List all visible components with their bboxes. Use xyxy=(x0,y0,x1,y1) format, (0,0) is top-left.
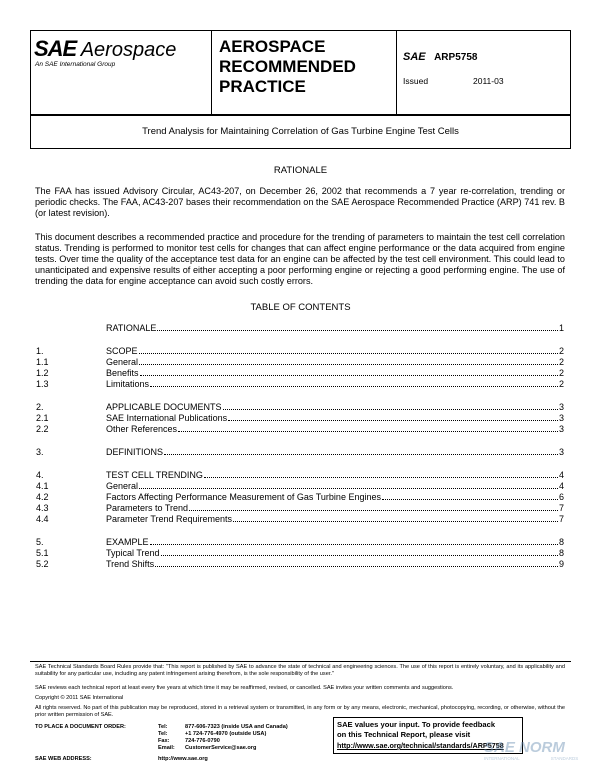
rationale-heading: RATIONALE xyxy=(273,165,328,176)
doc-number-block xyxy=(403,47,477,65)
toc-page: 3 xyxy=(558,424,564,434)
toc-leader xyxy=(189,509,558,511)
toc-num: 4.2 xyxy=(36,492,49,502)
feedback-line-1: SAE values your input. To provide feedback xyxy=(337,720,496,729)
toc-page: 8 xyxy=(558,548,564,558)
toc-title: General xyxy=(106,481,139,491)
toc-page: 9 xyxy=(558,559,564,569)
toc-page: 3 xyxy=(558,413,564,423)
sae-mark: SAE xyxy=(403,51,426,63)
toc-num: 3. xyxy=(36,447,44,457)
toc-num: 1.1 xyxy=(36,357,49,367)
issued-date: 2011-03 xyxy=(473,76,504,86)
toc-leader xyxy=(228,419,558,421)
toc-page: 6 xyxy=(558,492,564,502)
toc-page: 7 xyxy=(558,514,564,524)
toc-leader xyxy=(178,430,558,432)
issued-label: Issued xyxy=(403,76,429,86)
toc-leader xyxy=(140,374,558,376)
tel-label: Tel: xyxy=(158,724,168,730)
toc-leader xyxy=(204,476,558,478)
sae-norm-watermark xyxy=(484,739,596,773)
toc-page: 2 xyxy=(558,368,564,378)
header-divider-1 xyxy=(211,30,212,115)
rationale-paragraph-1: The FAA has issued Advisory Circular, AC43-207, on December 26, 2002 that recommends a 7 year re-correlation, trending or periodic checks. The FAA, AC43-207 bases their recommendation on the SAE Aerospace Recommended Practice (ARP) 741 rev. B (or latest revision). xyxy=(35,186,565,218)
toc-row[interactable] xyxy=(36,401,564,412)
toc-leader xyxy=(155,565,558,567)
toc-num: 2.2 xyxy=(36,424,49,434)
toc-row[interactable] xyxy=(36,423,564,434)
toc-page: 4 xyxy=(558,470,564,480)
toc-title: Factors Affecting Performance Measurement of Gas Turbine Engines xyxy=(106,492,381,502)
toc-title: EXAMPLE xyxy=(106,537,149,547)
doc-type-line1: AEROSPACE xyxy=(219,37,326,56)
toc-num: 1. xyxy=(36,346,44,356)
web-label: SAE WEB ADDRESS: xyxy=(35,756,92,762)
document-title: Trend Analysis for Maintaining Correlation of Gas Turbine Engine Test Cells xyxy=(142,126,459,137)
watermark-text: SAE NORM xyxy=(484,739,565,756)
toc-title: APPLICABLE DOCUMENTS xyxy=(106,402,222,412)
web-value[interactable]: http://www.sae.org xyxy=(158,756,208,762)
tel2-label: Tel: xyxy=(158,731,168,737)
footer-rights-text: All rights reserved. No part of this publication may be reproduced, stored in a retrieval system or transmitted, in any form or by any means, electronic, mechanical, photocopying, recording, or otherwise, without the prior written permission of SAE. xyxy=(35,705,565,718)
toc-row[interactable] xyxy=(36,446,564,457)
footer-copyright: Copyright © 2011 SAE International xyxy=(35,695,124,701)
tel-value[interactable]: 877-606-7323 (inside USA and Canada) xyxy=(185,724,288,730)
toc-title: TEST CELL TRENDING xyxy=(106,470,203,480)
feedback-line-2: on this Technical Report, please visit xyxy=(337,730,471,739)
toc-title: SCOPE xyxy=(106,346,138,356)
toc-leader xyxy=(161,554,558,556)
toc-leader xyxy=(139,487,558,489)
toc-page: 3 xyxy=(558,447,564,457)
toc-title: RATIONALE xyxy=(106,323,157,333)
toc-num: 4.3 xyxy=(36,503,49,513)
toc-leader xyxy=(223,408,558,410)
toc-num: 5. xyxy=(36,537,44,547)
toc-row[interactable] xyxy=(36,547,564,558)
document-type xyxy=(219,37,356,97)
toc-page: 7 xyxy=(558,503,564,513)
footer-rules-text: SAE Technical Standards Board Rules provide that: "This report is published by SAE to advance the state of technical and engineering sciences. The use of this report is entirely voluntary, and its applicability and suitability for any particular use, including any patent infringement arising therefrom, is the sole responsibility of the user." xyxy=(35,664,565,677)
toc-page: 2 xyxy=(558,379,564,389)
fax-value[interactable]: 724-776-0790 xyxy=(185,738,220,744)
email-value[interactable]: CustomerService@sae.org xyxy=(185,745,257,751)
order-label: TO PLACE A DOCUMENT ORDER: xyxy=(35,724,126,730)
toc-leader xyxy=(157,329,558,331)
footer-rule xyxy=(30,661,571,662)
toc-num: 4. xyxy=(36,470,44,480)
logo-sae-text: SAE xyxy=(34,36,77,61)
toc-page: 8 xyxy=(558,537,564,547)
toc-leader xyxy=(382,498,558,500)
toc-page: 2 xyxy=(558,346,564,356)
fax-label: Fax: xyxy=(158,738,170,744)
toc-title: General xyxy=(106,357,139,367)
toc-row[interactable] xyxy=(36,513,564,524)
logo-aerospace-text: Aerospace xyxy=(80,39,177,61)
feedback-link[interactable]: http://www.sae.org/technical/standards/ARP5758 xyxy=(337,741,504,750)
toc-row[interactable] xyxy=(36,322,564,333)
toc-title: Parameter Trend Requirements xyxy=(106,514,233,524)
toc-page: 2 xyxy=(558,357,564,367)
toc-num: 1.3 xyxy=(36,379,49,389)
toc-row[interactable] xyxy=(36,356,564,367)
toc-page: 3 xyxy=(558,402,564,412)
toc-heading: TABLE OF CONTENTS xyxy=(250,302,351,313)
doc-type-line3: PRACTICE xyxy=(219,77,306,96)
toc-leader xyxy=(139,363,558,365)
tel2-value[interactable]: +1 724-776-4970 (outside USA) xyxy=(185,731,267,737)
header-divider-2 xyxy=(396,30,397,115)
toc-num: 5.1 xyxy=(36,548,49,558)
toc-title: Trend Shifts xyxy=(106,559,155,569)
logo-tagline: An SAE International Group xyxy=(35,61,116,68)
toc-row[interactable] xyxy=(36,558,564,569)
toc-row[interactable] xyxy=(36,536,564,547)
toc-row[interactable] xyxy=(36,480,564,491)
toc-row[interactable] xyxy=(36,367,564,378)
toc-title: DEFINITIONS xyxy=(106,447,164,457)
toc-leader xyxy=(150,385,558,387)
toc-title: Parameters to Trend xyxy=(106,503,189,513)
sae-aerospace-logo xyxy=(34,36,176,62)
toc-row[interactable] xyxy=(36,345,564,356)
toc-row[interactable] xyxy=(36,412,564,423)
toc-title: Limitations xyxy=(106,379,150,389)
watermark-caption xyxy=(484,756,596,761)
toc-num: 4.4 xyxy=(36,514,49,524)
toc-num: 4.1 xyxy=(36,481,49,491)
toc-title: Typical Trend xyxy=(106,548,160,558)
toc-row[interactable] xyxy=(36,378,564,389)
watermark-intl: INTERNATIONAL xyxy=(484,756,520,761)
footer-review-text: SAE reviews each technical report at least every five years at which time it may be reaffirmed, revised, or cancelled. SAE invites your written comments and suggestions. xyxy=(35,685,454,691)
toc-row[interactable] xyxy=(36,491,564,502)
toc-leader xyxy=(233,520,558,522)
toc-num: 2. xyxy=(36,402,44,412)
toc-title: SAE International Publications xyxy=(106,413,228,423)
rationale-paragraph-2: This document describes a recommended practice and procedure for the trending of parameters to maintain the test cell correlation status. Trending is performed to monitor test cells for changes that can affect engine performance or the data acquired from engine tests. Over time the quality of the acceptance test data for an engine can be affected by the test cell environment. This could lead to unanticipated and expensive results of either accepting a poor performing engine or rejecting a good performing engine. The use of trending the data for engine acceptance can avoid such costly errors. xyxy=(35,232,565,286)
toc-row[interactable] xyxy=(36,502,564,513)
toc-leader xyxy=(150,543,558,545)
toc-num: 5.2 xyxy=(36,559,49,569)
toc-page: 4 xyxy=(558,481,564,491)
toc-num: 1.2 xyxy=(36,368,49,378)
toc-page: 1 xyxy=(558,323,564,333)
toc-leader xyxy=(139,352,558,354)
watermark-standards: STANDARDS xyxy=(550,756,579,761)
toc-title: Other References xyxy=(106,424,178,434)
toc-title: Benefits xyxy=(106,368,139,378)
doc-type-line2: RECOMMENDED xyxy=(219,57,356,76)
toc-row[interactable] xyxy=(36,469,564,480)
email-label: Email: xyxy=(158,745,175,751)
doc-number: ARP5758 xyxy=(434,52,478,63)
toc-leader xyxy=(164,453,558,455)
toc-num: 2.1 xyxy=(36,413,49,423)
